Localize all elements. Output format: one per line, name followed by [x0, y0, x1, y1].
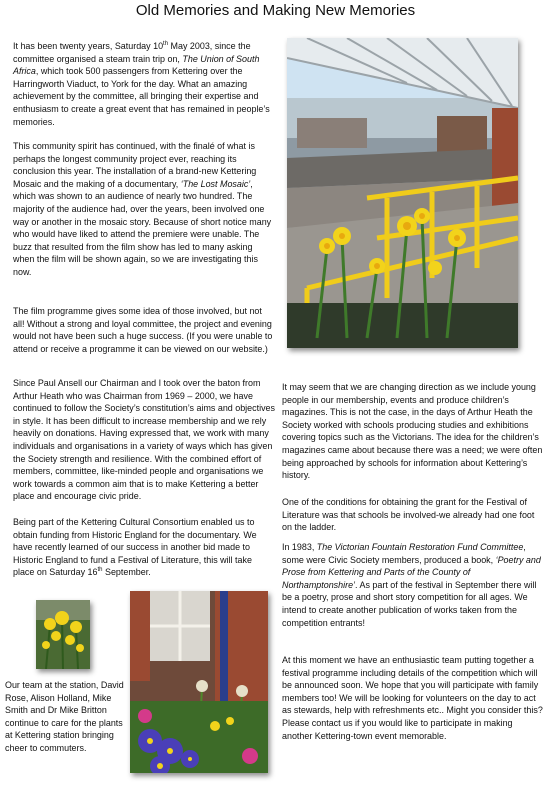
paragraph-grant-conditions: One of the conditions for obtaining the grant for the Festival of Literature was that schools be involved-we already had one foot on the ladder.	[282, 497, 535, 533]
daffodils-closeup-photo	[36, 600, 90, 669]
page-title: Old Memories and Making New Memories	[135, 2, 416, 19]
paragraph-steam-train: It has been twenty years, Saturday 10th May 2003, since the committee organised a steam train trip on, The Union of South Africa, which took 500 passengers from Kettering over the Harringworth Viaduct, to York for the day. What an amazing achievement by the committee, all bringing their expertise and enthusiasm to create a great event that has remained in people’s memories.	[13, 41, 270, 127]
paragraph-community-spirit: This community spirit has continued, with the finalé of what is perhaps the longest community project ever, reaching its conclusion this year. The installation of a brand-new Kettering Mosaic and the making of a documentary, ‘The Lost Mosaic’, which was shown to an audience of nearly two hundred. The majority of the audience had, over the years, been involved one way or another in the mosaic story. Because of short notice many who would have liked to attend the premiere were unable. The buzz that resulted from the film show has led to many asking when the film will be shown again, so we are investigating this now.	[13, 141, 272, 277]
station-primroses-photo	[130, 591, 268, 773]
paragraph-young-people: It may seem that we are changing direction as we include young people in our membership, events and produce children’s magazines. This is not the case, in the days of Arthur Heath the Society worked with schools producing studies and exhibitions covering topics such as the Victorians. The idea for the children’s magazines came about because there was a need; we were often being approached by schools for information about Kettering’s history.	[282, 382, 543, 481]
station-daffodils-photo	[287, 38, 518, 348]
paragraph-chairman: Since Paul Ansell our Chairman and I took over the baton from Arthur Heath who was Chairman from 1969 – 2000, we have continued to follow the Society’s constitution’s aims and objectives in style. It has been difficult to increase membership and we rely heavily on donations. Having expressed that, we work with many individuals and organisations in a variety of ways which has given the Society strength and resilience. With the combined effort of members, committee, like-minded people and organisations we work towards a common aim that is to make Kettering a better place and encourage civic pride.	[13, 378, 275, 502]
paragraph-consortium: Being part of the Kettering Cultural Consortium enabled us to obtain funding from Historic England for the documentary. We have recently learned of our success in another bid made to Historic England to fund a Festival of Literature, this will take place on Saturday 16th September.	[13, 517, 257, 578]
photo-caption: Our team at the station, David Rose, Alison Holland, Mike Smith and Dr Mike Britton continue to care for the plants at Kettering station bringing cheer to commuters.	[5, 680, 124, 753]
paragraph-film-programme: The film programme gives some idea of those involved, but not all! Without a strong and loyal committee, the project and evening would not have been such a huge success. (If you were unable to attend or receive a programme it can be viewed on our website.)	[13, 306, 273, 354]
paragraph-festival-team: At this moment we have an enthusiastic team putting together a festival programme including details of the competition which will be announced soon. We hope that you will participate with family members too! We will be looking for volunteers on the day to act as stewards, help with refreshments etc.. Might you consider this? Please contact us if you would like to participate in making another Kettering-town event memorable.	[282, 655, 543, 741]
paragraph-1983-book: In 1983, The Victorian Fountain Restoration Fund Committee, some were Civic Society members, produced a book, ‘Poetry and Prose from Kettering and Parts of the County of Northamptonshire’. As part of the festival in September there will be a poetry, prose and short story competition for all ages. We intend to create another publication of works taken from the competition entrants!	[282, 542, 541, 628]
